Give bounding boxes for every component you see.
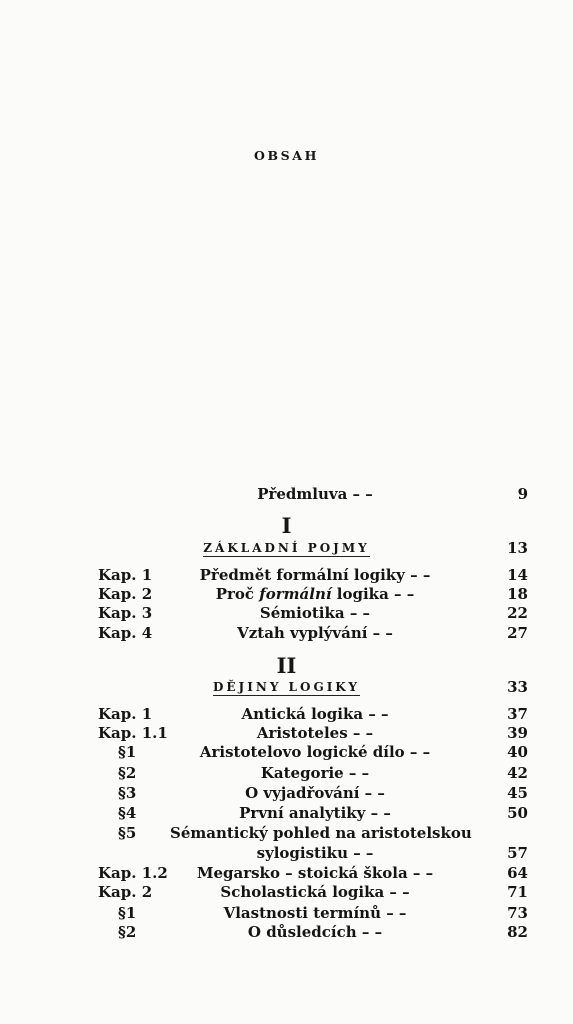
toc-entry-preface [0, 484, 573, 504]
toc-entry [0, 603, 573, 623]
entry-page: 71 [507, 883, 528, 901]
entry-title: Předmět formální logiky – – [199, 566, 431, 584]
entry-label: §2 [118, 764, 137, 782]
toc-entry [0, 565, 573, 585]
entry-title: Antická logika – – [241, 705, 389, 723]
entry-page: 45 [507, 784, 528, 802]
entry-title: sylogistiku – – [256, 844, 374, 862]
toc-entry [0, 623, 573, 643]
entry-title: Vztah vyplývání – – [237, 624, 393, 642]
entry-page: 9 [517, 485, 528, 503]
entry-title-pre: Proč [215, 585, 260, 603]
page-heading: OBSAH [254, 148, 319, 163]
entry-label: Kap. 2 [98, 585, 153, 603]
toc-entry [0, 763, 573, 783]
entry-label: §1 [118, 743, 137, 761]
part-numeral: II [276, 653, 297, 678]
part-title [0, 678, 573, 696]
toc-entry [0, 783, 573, 803]
entry-title: Scholastická logika – – [220, 883, 410, 901]
entry-page: 22 [507, 604, 528, 622]
entry-page: 27 [507, 624, 528, 642]
entry-page: 73 [507, 904, 528, 922]
toc-entry [0, 903, 573, 923]
entry-page: 64 [507, 864, 528, 882]
toc-entry [0, 843, 573, 863]
entry-page: 42 [507, 764, 528, 782]
entry-page: 50 [507, 804, 528, 822]
entry-title: První analytiky – – [239, 804, 391, 822]
toc-entry [0, 584, 573, 604]
entry-page: 39 [507, 724, 528, 742]
entry-title: Sémantický pohled na aristotelskou [170, 824, 472, 842]
part-page: 33 [507, 678, 528, 696]
entry-title: O důsledcích – – [247, 923, 383, 941]
part-page: 13 [507, 539, 528, 557]
entry-label: §4 [118, 804, 137, 822]
entry-label: Kap. 1.1 [98, 724, 168, 742]
entry-title: Aristoteles – – [256, 724, 374, 742]
entry-page: 37 [507, 705, 528, 723]
toc-entry [0, 723, 573, 743]
toc-entry [0, 704, 573, 724]
entry-label: §2 [118, 923, 137, 941]
part-title-text: DĚJINY LOGIKY [213, 680, 360, 694]
entry-title: Vlastnosti termínů – – [223, 904, 407, 922]
toc-entry [0, 742, 573, 762]
entry-title [170, 584, 460, 604]
entry-page: 82 [507, 923, 528, 941]
toc-entry [0, 823, 573, 843]
entry-title: Megarsko – stoická škola – – [196, 864, 434, 882]
entry-title: Aristotelovo logické dílo – – [199, 743, 431, 761]
entry-label: Kap. 2 [98, 883, 153, 901]
toc-entry [0, 863, 573, 883]
entry-label: §5 [118, 824, 137, 842]
part-title [0, 539, 573, 557]
entry-title: Sémiotika – – [259, 604, 371, 622]
entry-title: Předmluva – – [257, 485, 373, 503]
entry-label: Kap. 1 [98, 705, 153, 723]
entry-label: Kap. 3 [98, 604, 153, 622]
entry-page: 14 [507, 566, 528, 584]
entry-title-post: logika – – [331, 585, 415, 603]
entry-page: 18 [507, 585, 528, 603]
entry-label: Kap. 1 [98, 566, 153, 584]
entry-page: 40 [507, 743, 528, 761]
toc-entry [0, 882, 573, 902]
entry-label: Kap. 1.2 [98, 864, 168, 882]
entry-title: O vyjadřování – – [245, 784, 385, 802]
toc-entry [0, 922, 573, 942]
part-numeral: I [281, 513, 292, 538]
entry-title-italic: formální [259, 585, 332, 603]
part-title-text: ZÁKLADNÍ POJMY [203, 541, 370, 555]
entry-label: §3 [118, 784, 137, 802]
entry-page: 57 [507, 844, 528, 862]
entry-label: §1 [118, 904, 137, 922]
toc-entry [0, 803, 573, 823]
entry-title: Kategorie – – [260, 764, 370, 782]
entry-label: Kap. 4 [98, 624, 153, 642]
